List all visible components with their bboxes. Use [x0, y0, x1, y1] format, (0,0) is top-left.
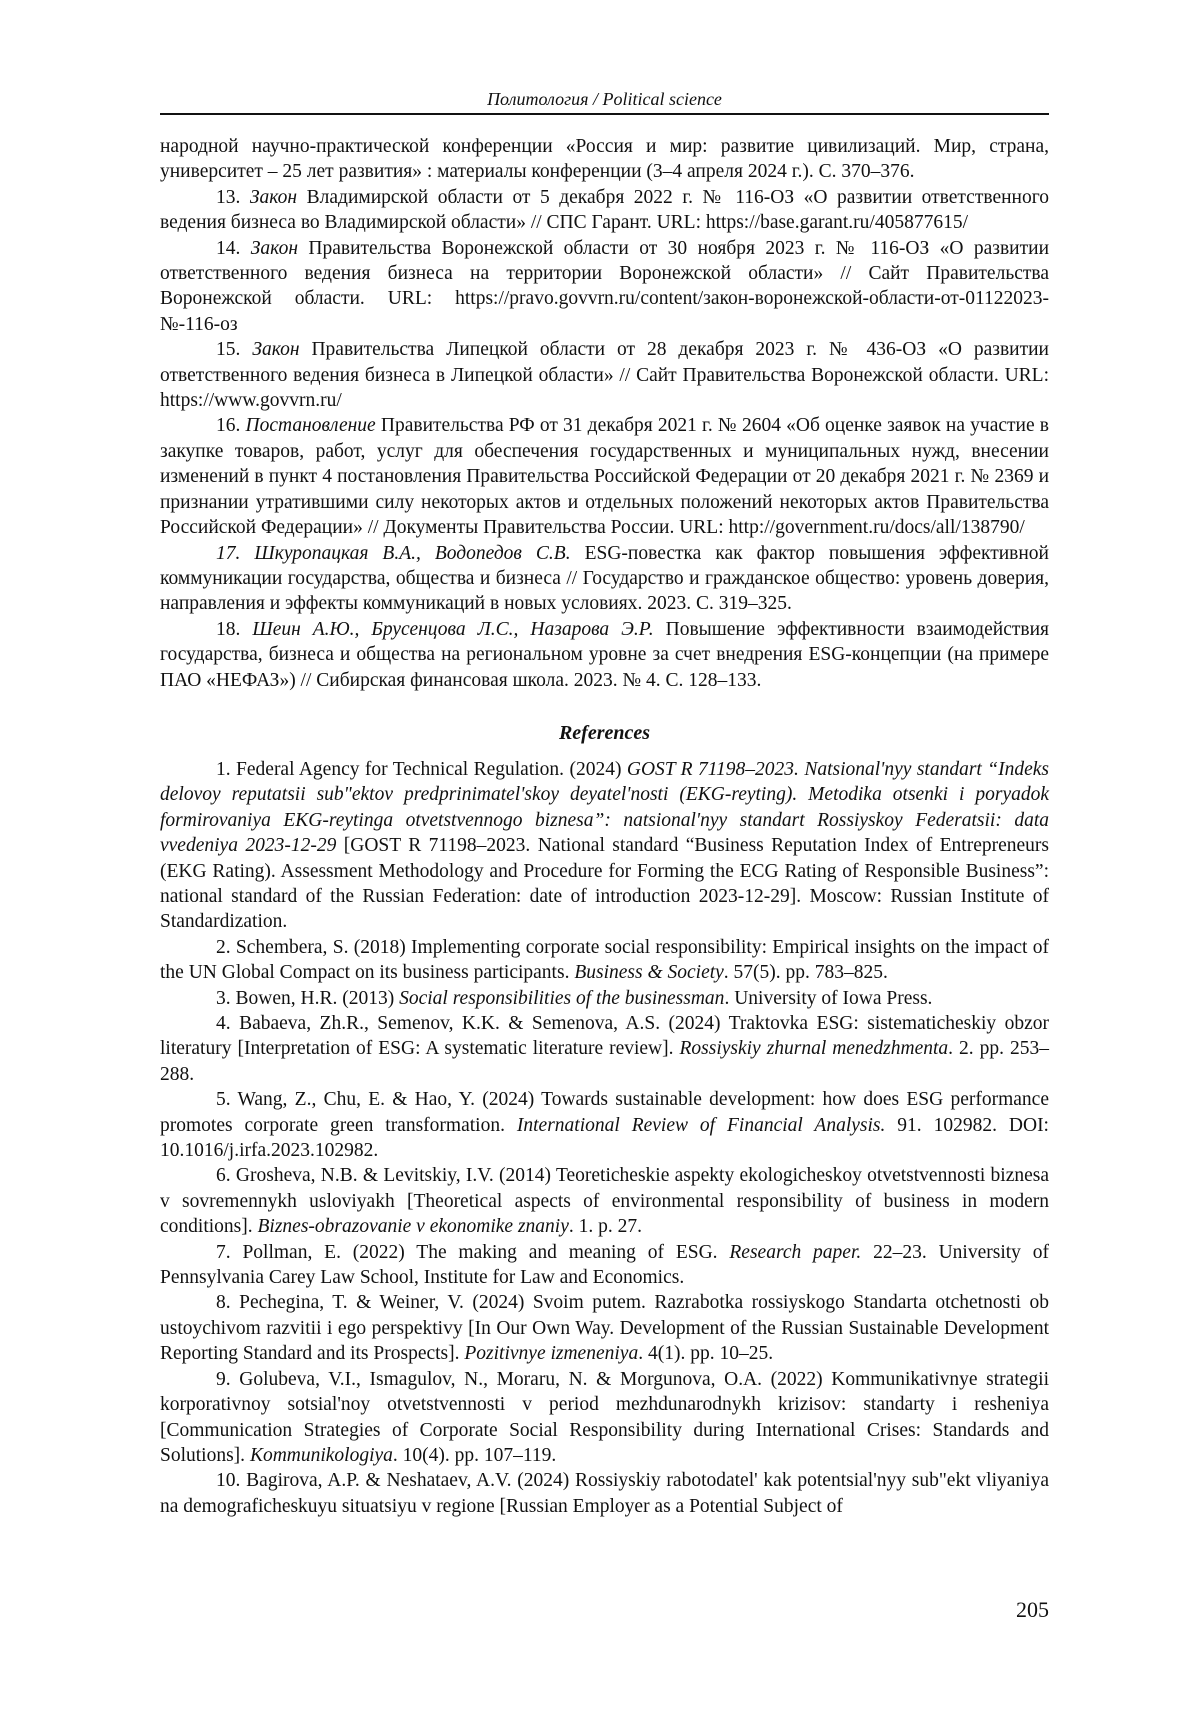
en-ref-9: 9. Golubeva, V.I., Ismagulov, N., Moraru, N. & Morgunova, O.A. (2022) Kommunikativnye strategii korporativnoy sotsial'noy otvetstvennosti v period mezhdunarodnykh krizisov: standarty i resheniya [Communication Strategies of Corporate Social Responsibility during International Crises: Standards and Solutions]. Kommunikologiya. 10(4). pp. 107–119. — [160, 1368, 1049, 1466]
running-header: Политология / Political science — [487, 89, 722, 109]
en-ref-5: 5. Wang, Z., Chu, E. & Hao, Y. (2024) Towards sustainable development: how does ESG performance promotes corporate green transformation. International Review of Financial Analysis. 91. 102982. DOI: 10.1016/j.irfa.2023.102982. — [160, 1089, 1049, 1162]
en-ref-1: 1. Federal Agency for Technical Regulation. (2024) GOST R 71198–2023. Natsional'nyy standart “Indeks delovoy reputatsii sub"ektov predprinimatel'skoy deyatel'nosti (EKG-reyting). Metodika otsenki i poryadok formirovaniya EKG-reytinga otvetstvennogo biznesa”: natsional'nyy standart Rossiyskoy Federatsii: data vvedeniya 2023-12-29 [GOST R 71198–2023. National standard “Business Reputation Index of Entrepreneurs (EKG Rating). Assessment Methodology and Procedure for Forming the ECG Rating of Responsible Business”: national standard of the Russian Federation: date of introduction 2023-12-29]. Moscow: Russian Institute of Standardization. — [160, 758, 1049, 933]
en-ref-8: 8. Pechegina, T. & Weiner, V. (2024) Svoim putem. Razrabotka rossiyskogo Standarta otchetnosti ob ustoychivom razvitii i ego perspektivy [In Our Own Way. Development of the Russian Sustainable Development Reporting Standard and its Prospects]. Pozitivnye izmeneniya. 4(1). pp. 10–25. — [160, 1292, 1049, 1365]
ru-ref-18: 18. Шеин А.Ю., Брусенцова Л.С., Назарова Э.Р. Повышение эффективности взаимодействия государства, бизнеса и общества на региональном уровне за счет внедрения ESG-концепции (на примере ПАО «НЕФАЗ») // Сибирская финансовая школа. 2023. № 4. С. 128–133. — [160, 618, 1049, 691]
header-rule — [160, 113, 1049, 115]
ru-ref-16: 16. Постановление Правительства РФ от 31 декабря 2021 г. № 2604 «Об оценке заявок на участие в закупке товаров, работ, услуг для обеспечения государственных и муниципальных нужд, внесении изменений в пункт 4 постановления Правительства Российской Федерации от 20 декабря 2021 г. № 2369 и признании утратившими силу некоторых актов и отдельных положений некоторых актов Правительства Российской Федерации» // Документы Правительства России. URL: http://government.ru/docs/all/138790/ — [160, 415, 1049, 539]
en-ref-3: 3. Bowen, H.R. (2013) Social responsibilities of the businessman. University of Iowa Press. — [216, 987, 933, 1009]
en-ref-6: 6. Grosheva, N.B. & Levitskiy, I.V. (2014) Teoreticheskie aspekty ekologicheskoy otvetstvennosti biznesa v sovremennykh usloviyakh [Theoretical aspects of environmental responsibility of business in modern conditions]. Biznes-obrazovanie v ekonomike znaniy. 1. p. 27. — [160, 1165, 1049, 1238]
page-number: 205 — [1016, 1597, 1049, 1622]
ru-ref-15: 15. Закон Правительства Липецкой области от 28 декабря 2023 г. № 436-ОЗ «О развитии ответственного ведения бизнеса в Липецкой области» // Сайт Правительства Воронежской области. URL: https://www.govvrn.ru/ — [160, 339, 1049, 412]
ru-ref-14: 14. Закон Правительства Воронежской области от 30 ноября 2023 г. № 116-ОЗ «О развитии ответственного ведения бизнеса на территории Воронежской области» // Сайт Правительства Воронежской области. URL: https://pravo.govvrn.ru/content/закон-воронежской-области-от-01122023-№-116-оз — [160, 237, 1049, 335]
en-ref-2: 2. Schembera, S. (2018) Implementing corporate social responsibility: Empirical insights on the impact of the UN Global Compact on its business participants. Business & Society. 57(5). pp. 783–825. — [160, 936, 1049, 984]
ru-ref-17: 17. Шкуропацкая В.А., Водопедов С.В. ESG-повестка как фактор повышения эффективной коммуникации государства, общества и бизнеса // Государство и гражданское общество: уровень доверия, направления и эффекты коммуникаций в новых условиях. 2023. С. 319–325. — [160, 542, 1049, 615]
page-body — [160, 134, 1049, 1519]
en-ref-7: 7. Pollman, E. (2022) The making and meaning of ESG. Research paper. 22–23. University of Pennsylvania Carey Law School, Institute for Law and Economics. — [160, 1241, 1049, 1289]
en-ref-10: 10. Bagirova, A.P. & Neshataev, A.V. (2024) Rossiyskiy rabotodatel' kak potentsial'nyy sub"ekt vliyaniya na demograficheskuyu situatsiyu v regione [Russian Employer as a Potential Subject of — [160, 1470, 1049, 1517]
references-heading: References — [558, 721, 651, 744]
en-ref-4: 4. Babaeva, Zh.R., Semenov, K.K. & Semenova, A.S. (2024) Traktovka ESG: sistematicheskiy obzor literatury [Interpretation of ESG: A systematic literature review]. Rossiyskiy zhurnal menedzhmenta. 2. pp. 253–288. — [160, 1013, 1049, 1085]
ru-ref-13: 13. Закон Владимирской области от 5 декабря 2022 г. № 116-ОЗ «О развитии ответственного ведения бизнеса во Владимирской области» // СПС Гарант. URL: https://base.garant.ru/405877615/ — [160, 186, 1049, 234]
ru-ref-continuation: народной научно-практической конференции «Россия и мир: развитие цивилизаций. Мир, страна, университет – 25 лет развития» : материалы конференции (3–4 апреля 2024 г.). С. 370–376. — [160, 136, 1049, 183]
